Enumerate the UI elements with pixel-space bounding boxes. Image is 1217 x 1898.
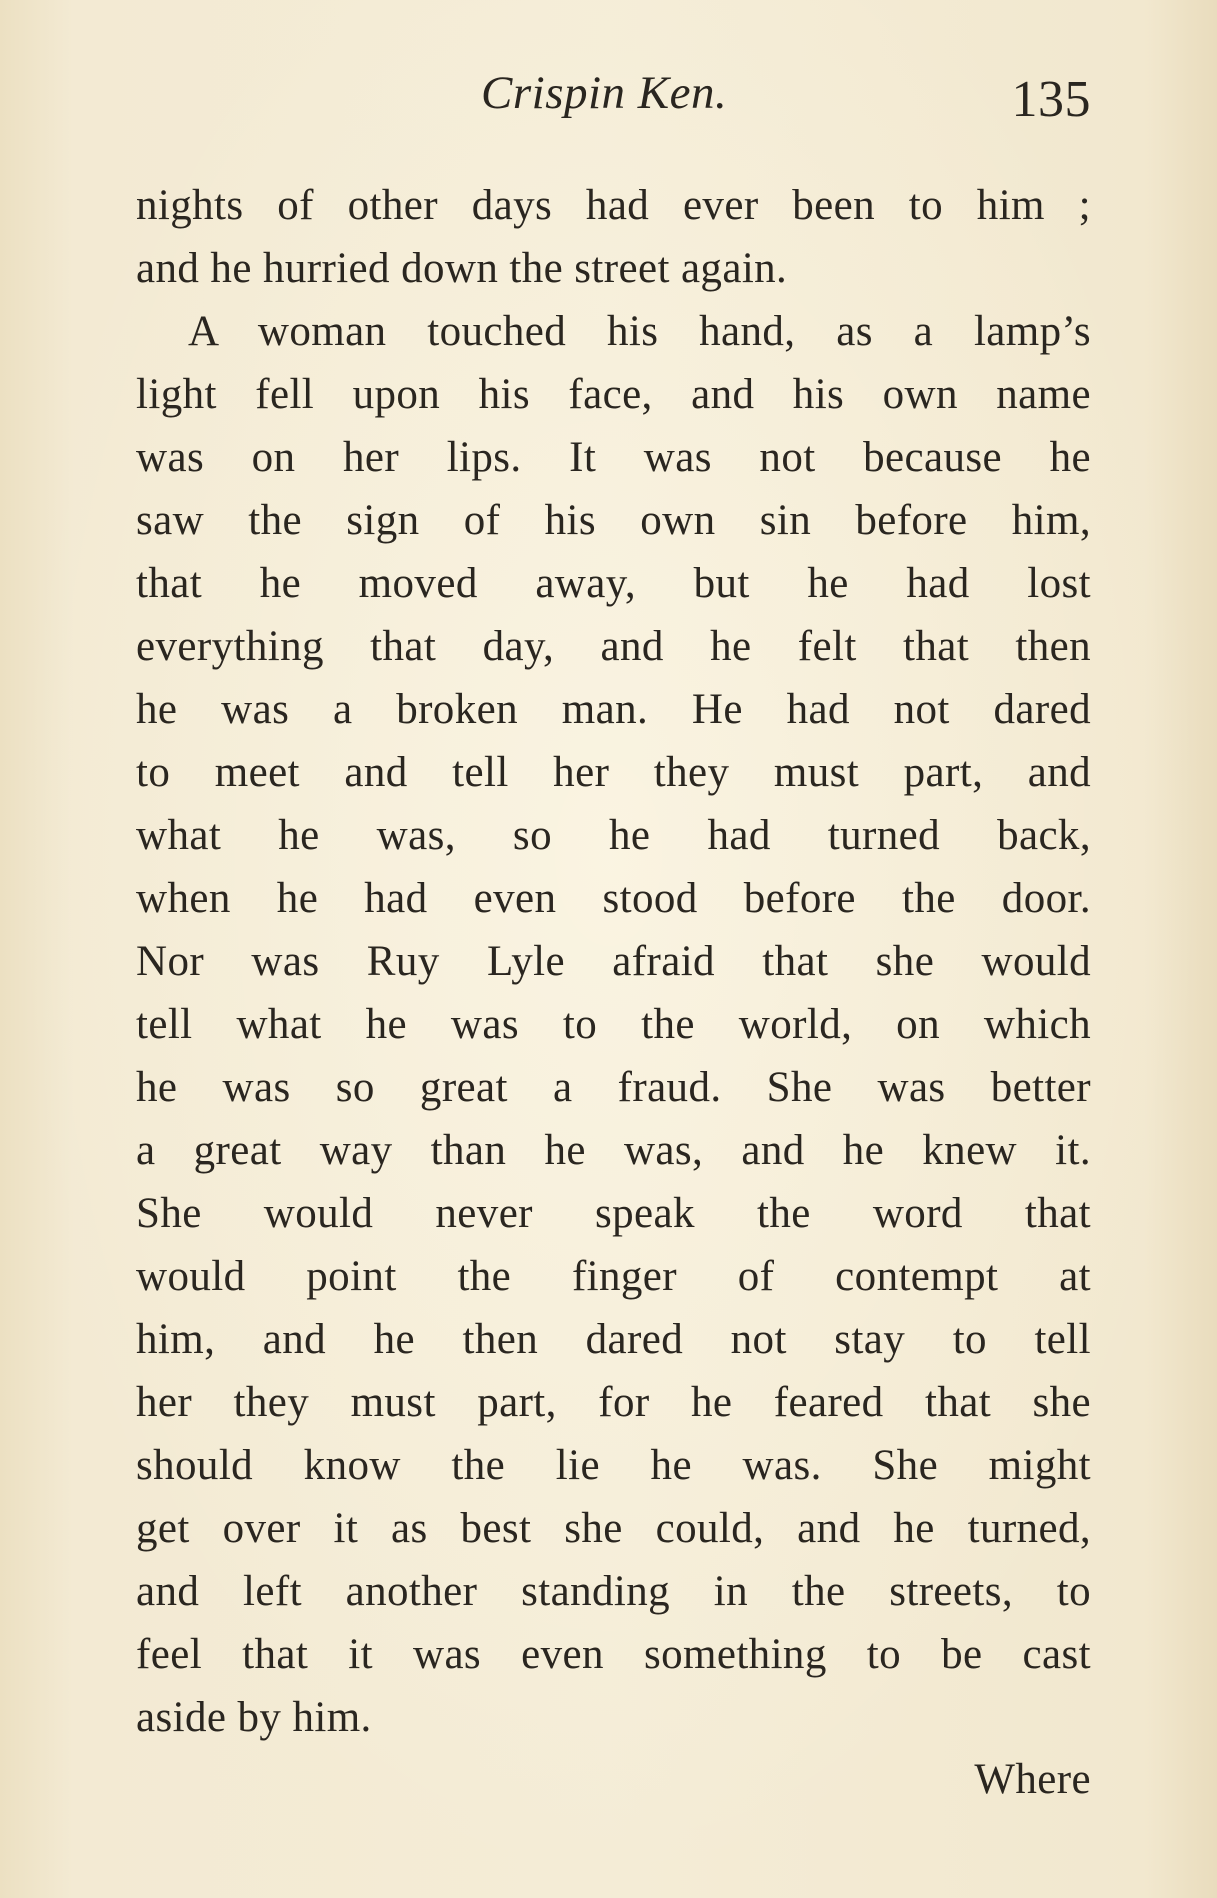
text-line: he was so great a fraud. She was better [136, 1064, 1091, 1111]
text-line: when he had even stood before the door. [136, 875, 1091, 922]
text-line: light fell upon his face, and his own name [136, 371, 1091, 418]
text-line: Nor was Ruy Lyle afraid that she would [136, 938, 1091, 985]
text-line: feel that it was even something to be cast [136, 1631, 1091, 1678]
running-head [136, 60, 1091, 140]
catchword: Where [974, 1756, 1091, 1803]
text-line: nights of other days had ever been to him ; [136, 182, 1091, 229]
text-line: her they must part, for he feared that she [136, 1379, 1091, 1426]
text-line: that he moved away, but he had lost [136, 560, 1091, 607]
text-line: aside by him. [136, 1694, 372, 1741]
running-title: Crispin Ken. [481, 67, 728, 119]
text-line: everything that day, and he felt that then [136, 623, 1091, 670]
text-line: and left another standing in the streets, to [136, 1568, 1091, 1615]
page-number: 135 [1011, 71, 1091, 128]
text-line: She would never speak the word that [136, 1190, 1091, 1237]
text-line: what he was, so he had turned back, [136, 812, 1091, 859]
text-line: he was a broken man. He had not dared [136, 686, 1091, 733]
text-line: get over it as best she could, and he turned, [136, 1505, 1091, 1552]
text-line: a great way than he was, and he knew it. [136, 1127, 1091, 1174]
body-text [136, 174, 1091, 1749]
text-line: would point the finger of contempt at [136, 1253, 1091, 1300]
text-line: tell what he was to the world, on which [136, 1001, 1091, 1048]
text-line: saw the sign of his own sin before him, [136, 497, 1091, 544]
text-line: was on her lips. It was not because he [136, 434, 1091, 481]
text-line: him, and he then dared not stay to tell [136, 1316, 1091, 1363]
text-line: and he hurried down the street again. [136, 245, 788, 292]
text-line: should know the lie he was. She might [136, 1442, 1091, 1489]
text-line: A woman touched his hand, as a lamp’s [188, 308, 1091, 355]
text-line: to meet and tell her they must part, and [136, 749, 1091, 796]
